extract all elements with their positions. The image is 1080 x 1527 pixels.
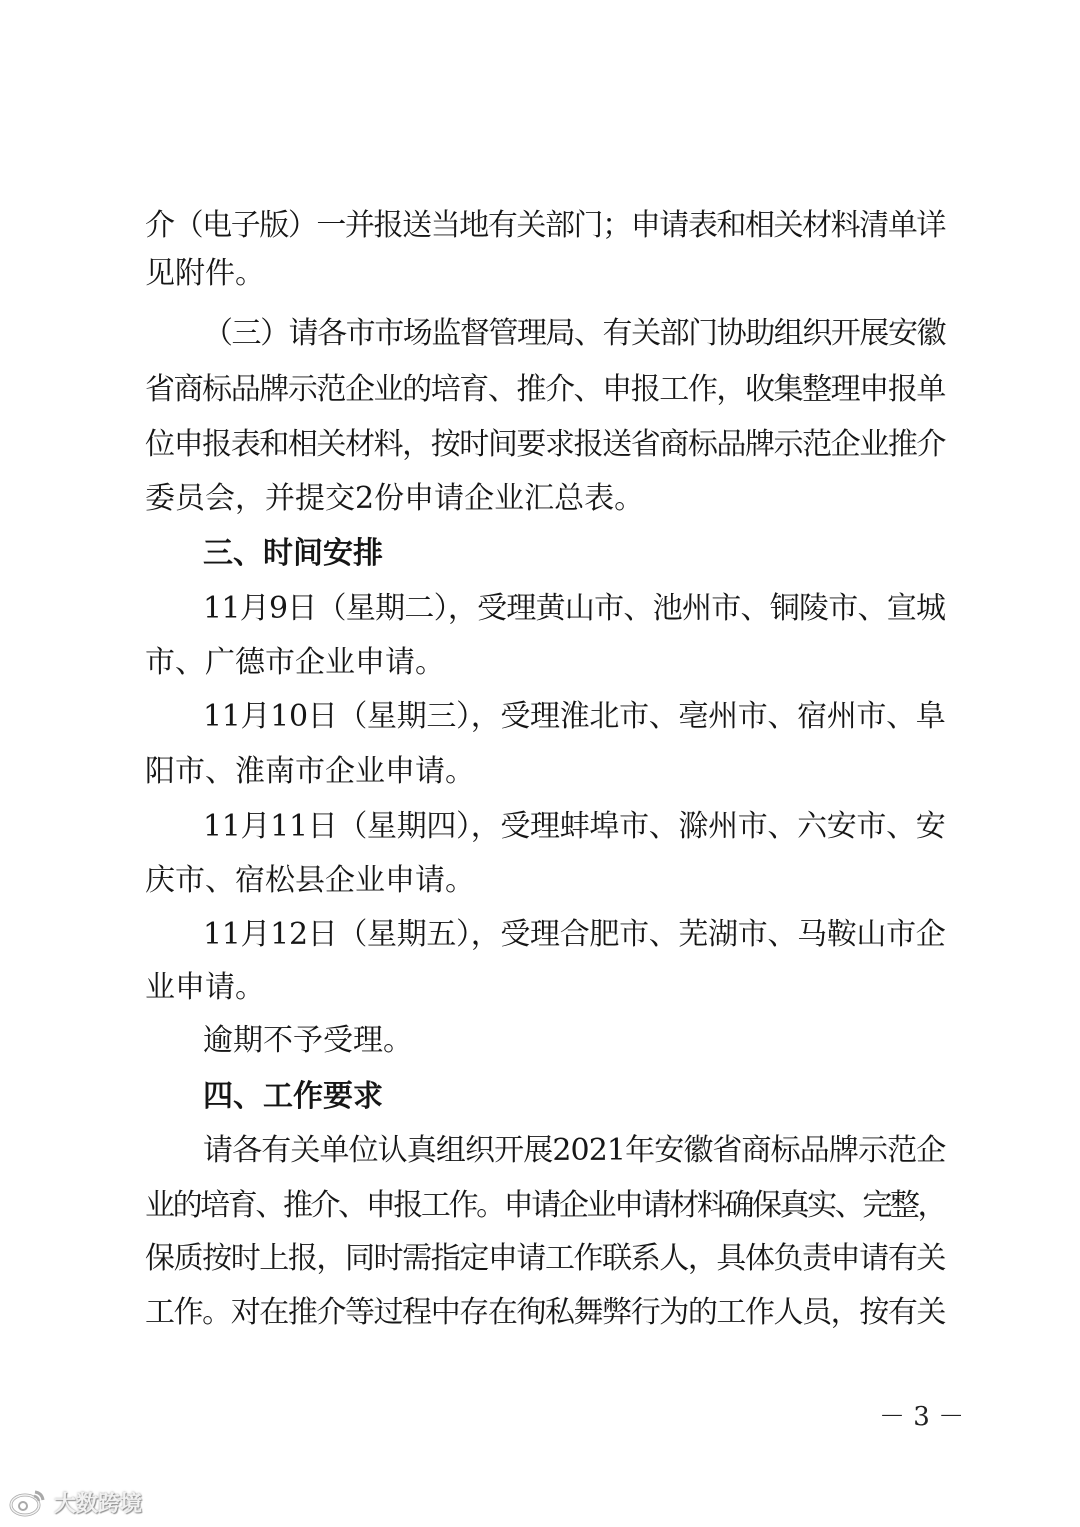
- body-line: 庆市、宿松县企业申请。: [145, 863, 475, 898]
- body-line: 市、广德市企业申请。: [145, 645, 445, 680]
- body-line: 介（电子版）一并报送当地有关部门；申请表和相关材料清单详: [145, 208, 945, 243]
- body-line: （三）请各市市场监督管理局、有关部门协助组织开展安徽: [203, 316, 946, 351]
- body-line: 11月9日（星期二），受理黄山市、池州市、铜陵市、宣城: [203, 591, 946, 626]
- body-line: 请各有关单位认真组织开展2021年安徽省商标品牌示范企: [203, 1133, 946, 1168]
- body-line: 业申请。: [145, 970, 265, 1005]
- body-line: 保质按时上报，同时需指定申请工作联系人，具体负责申请有关: [145, 1241, 945, 1276]
- body-line: 工作。对在推介等过程中存在徇私舞弊行为的工作人员，按有关: [145, 1295, 945, 1330]
- section-heading: 四、工作要求: [203, 1079, 383, 1114]
- section-heading: 三、时间安排: [203, 536, 383, 571]
- body-line: 逾期不予受理。: [203, 1023, 413, 1058]
- body-line: 阳市、淮南市企业申请。: [145, 754, 475, 789]
- body-line: 11月10日（星期三），受理淮北市、亳州市、宿州市、阜: [203, 699, 946, 734]
- body-line: 业的培育、推介、申报工作。申请企业申请材料确保真实、完整，: [145, 1188, 946, 1223]
- page-number: － 3 －: [879, 1402, 965, 1432]
- body-line: 11月12日（星期五），受理合肥市、芜湖市、马鞍山市企: [203, 917, 946, 952]
- watermark-text: 大数跨境: [54, 1491, 143, 1517]
- body-line: 位申报表和相关材料，按时间要求报送省商标品牌示范企业推介: [145, 427, 945, 462]
- body-line: 省商标品牌示范企业的培育、推介、申报工作，收集整理申报单: [145, 372, 945, 407]
- body-line: 11月11日（星期四），受理蚌埠市、滁州市、六安市、安: [203, 809, 946, 844]
- body-line: 委员会，并提交2份申请企业汇总表。: [145, 481, 645, 516]
- body-line: 见附件。: [145, 256, 265, 291]
- watermark: [8, 1485, 142, 1519]
- weibo-logo-icon: [8, 1487, 48, 1517]
